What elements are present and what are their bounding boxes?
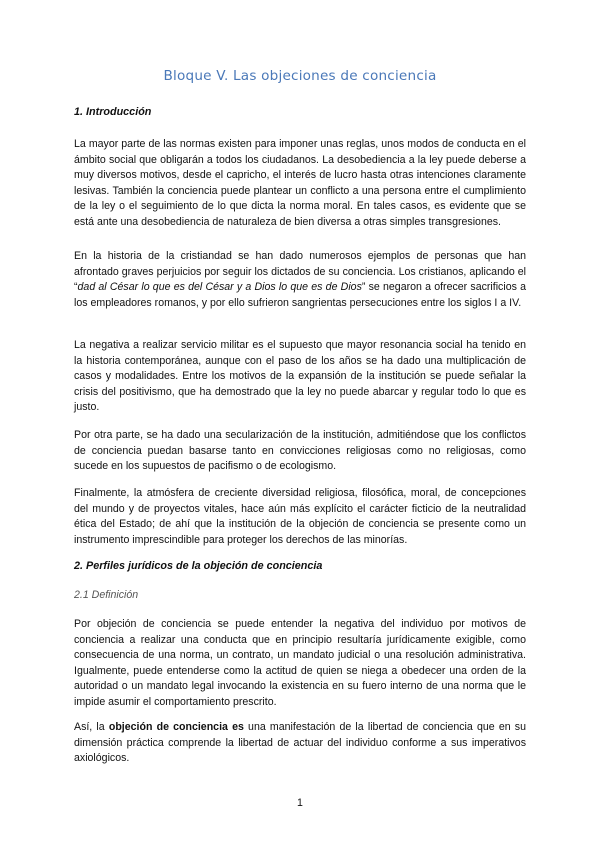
paragraph — [74, 249, 526, 311]
paragraph-text: En la historia de la cristiandad se han dado numerosos ejemplos de personas que han afrontado graves perjuicios por seguir los dictados de su conciencia. Los cristianos, aplicando el “ — [74, 250, 526, 294]
paragraph-text: Así, la — [74, 721, 109, 733]
paragraph: Por otra parte, se ha dado una secularización de la institución, admitiéndose que los conflictos de conciencia puedan basarse tanto en convicciones religiosas como no religiosas, como sucede en los supuestos de pacifismo o de ecologismo. — [74, 429, 526, 473]
paragraph: Finalmente, la atmósfera de creciente diversidad religiosa, filosófica, moral, de concepciones del mundo y de proyectos vitales, hace aún más explícito el carácter ficticio de la neutralidad ética del Estado; de ahí que la institución de la objeción de conciencia se presente como un instrumento imprescindible para proteger los derechos de las minorías. — [74, 487, 526, 546]
paragraph: La negativa a realizar servicio militar es el supuesto que mayor resonancia social ha tenido en la historia contemporánea, aunque con el paso de los años se ha dado una multiplicación de casos y modalidades. Entre los motivos de la expansión de la institución se puede señalar la crisis del positivismo, que ha demostrado que la ley no puede abarcar y regular todo lo que es justo. — [74, 339, 526, 414]
paragraph: Por objeción de conciencia se puede entender la negativa del individuo por motivos de conciencia a realizar una conducta que en principio resultaría jurídicamente exigible, como consecuencia de una norma, un contrato, un mandato judicial o una resolución administrativa. Igualmente, puede entenderse como la actitud de quien se niega a obedecer una orden de la autoridad o un mandato legal invocando la existencia en su fuero interno de una norma que le impide asumir el comportamiento prescrito. — [74, 618, 526, 708]
paragraph: La mayor parte de las normas existen para imponer unas reglas, unos modos de conducta en el ámbito social que obligarán a todos los ciudadanos. La desobediencia a la ley puede deberse a muy diversos motivos, desde el capricho, el interés de lucro hasta otras intenciones claramente lesivas. También la conciencia puede plantear un conflicto a una persona entre el cumplimiento de la ley o el seguimiento de lo que dicta la norma moral. En tales casos, es evidente que se está ante una desobediencia de naturaleza de bien diversa a otras simples transgresiones. — [74, 138, 526, 228]
subsection-heading-definicion: 2.1 Definición — [74, 589, 139, 601]
page-number: 1 — [297, 797, 303, 809]
document-title: Bloque V. Las objeciones de conciencia — [163, 68, 437, 84]
bold-term: objeción de conciencia es — [108, 721, 244, 733]
paragraph-text: una manifestación de la libertad de conciencia que en su dimensión práctica comprende la libertad de actuar del individuo conforme a sus imperativos axiológicos. — [74, 721, 526, 765]
quote-text: dad al César lo que es del César y a Dios lo que es de Dios — [77, 281, 362, 294]
paragraph — [74, 720, 526, 767]
section-heading-introduccion: 1. Introducción — [74, 106, 152, 118]
paragraph-text: ” se negaron a ofrecer sacrificios a los empleadores romanos, y por ello sufrieron sangrientas persecuciones entre los siglos I a IV. — [74, 281, 526, 309]
section-heading-perfiles-juridicos: 2. Perfiles jurídicos de la objeción de conciencia — [74, 560, 323, 572]
